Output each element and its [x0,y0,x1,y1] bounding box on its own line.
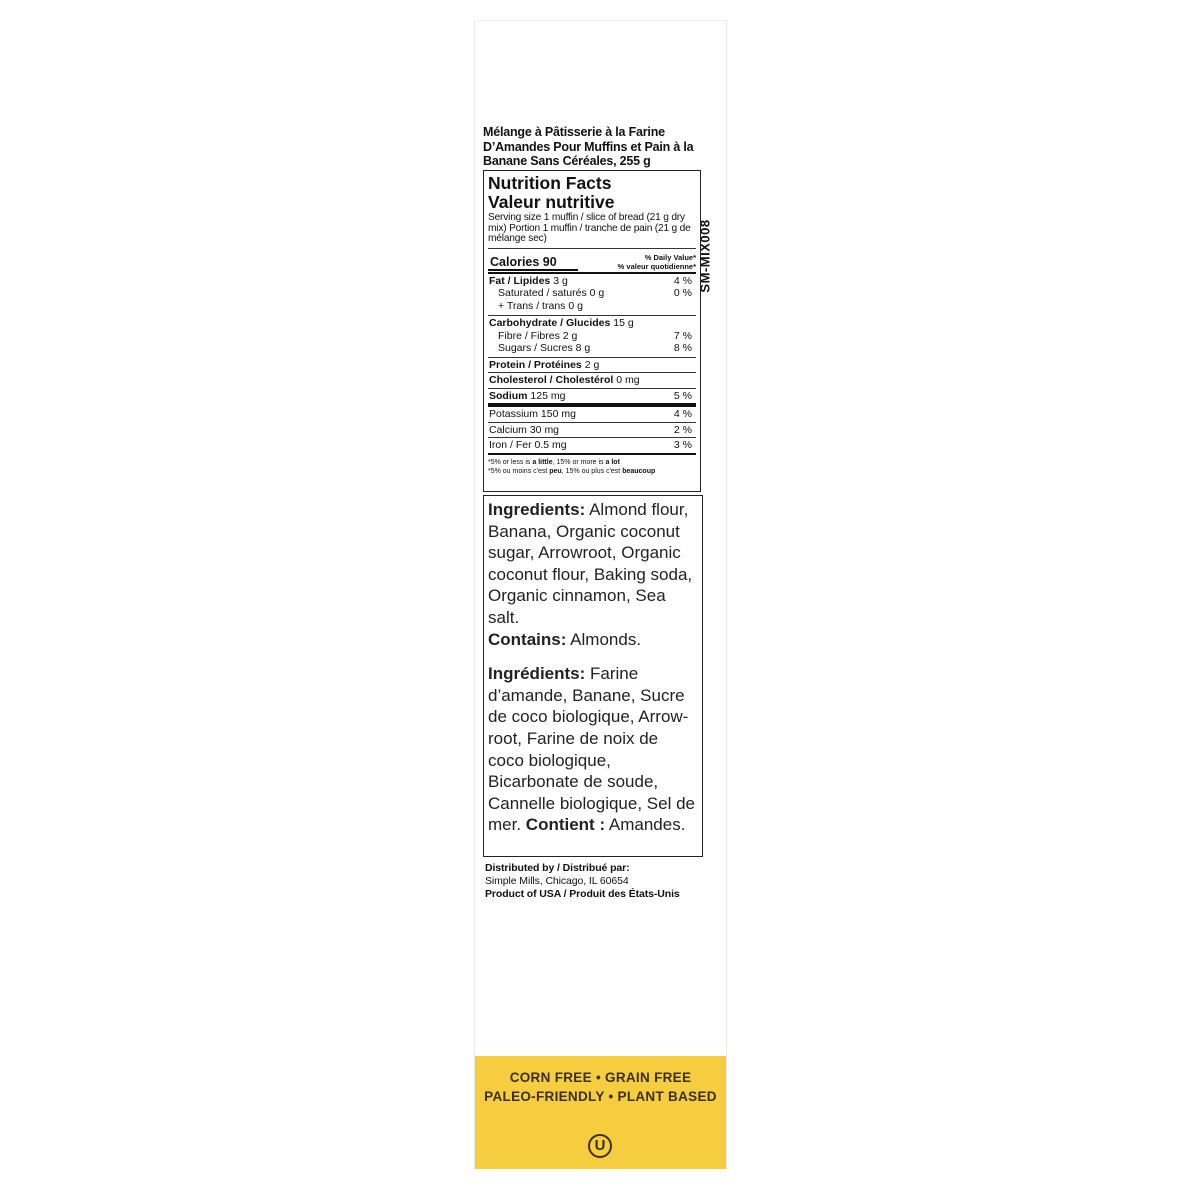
contains-en [488,629,698,651]
footnote [488,458,696,476]
protein-label: Protein / Protéines [489,358,582,371]
carb-amount: 15 g [613,317,634,329]
calcium-row [488,423,696,438]
trans-row [488,301,696,314]
fat-pct: 4 % [673,274,692,287]
fat-label: Fat / Lipides [489,274,551,287]
contains-fr-label: Contient : [521,815,606,835]
product-title: Mélange à Pâtisserie à la Farine D’Amandes Pour Muffins et Pain à la Banane Sans Céréales, 255 g [483,125,694,168]
protein-row [488,358,696,373]
sodium-pct: 5 % [673,389,692,402]
serving-size: Serving size 1 muffin / slice of bread (21 g dry mix) Portion 1 muffin / tranche de pain (21 g de mélange sec) [488,212,691,244]
calories-row [488,252,696,271]
claims-text [475,1068,726,1106]
kosher-symbol-icon: U [588,1134,612,1158]
nutrition-facts-table [483,170,701,492]
nutrition-title-fr: Valeur nutritive [488,192,615,212]
sugars-label: Sugars / Sucres 8 g [498,342,591,354]
side-code: SM-MIX008 [697,219,713,293]
distributed-by: Distributed by / Distribué par: [485,862,630,874]
claims-band [475,1056,726,1169]
distribution-info [485,862,680,901]
nutrition-title-en: Nutrition Facts [488,173,612,193]
carb-row [488,316,696,331]
cholesterol-row [488,373,696,388]
footnote-fr: *5% ou moins c'est peu, 15% ou plus c'est beaucoup [488,467,656,475]
footnote-en: *5% or less is a little, 15% or more is a lot [488,458,620,466]
trans-label: + Trans / trans 0 g [498,299,583,312]
ingredients-fr [488,663,698,836]
saturated-label: Saturated / saturés 0 g [498,287,605,299]
product-origin: Product of USA / Produit des États-Unis [485,888,680,900]
saturated-pct: 0 % [673,287,692,299]
potassium-label: Potassium 150 mg [489,408,576,420]
claims-line-1: CORN FREE • GRAIN FREE [509,1070,692,1085]
potassium-row [488,407,696,422]
claims-line-2: PALEO-FRIENDLY • PLANT BASED [484,1089,717,1104]
dv-header-fr: % valeur quotidienne* [617,261,696,271]
ingredients-en-text: Almond flour, Banana, Organic coconut sugar, Arrowroot, Organic coconut flour, Baking soda, Organic cinnamon, Sea salt. [488,500,693,627]
sodium-row [488,389,696,404]
contains-fr-text: Amandes. [605,815,686,835]
sodium-amount: 125 mg [530,389,566,402]
fat-row [488,274,696,289]
ingredients-fr-text: Farine d’amande, Banane, Sucre de coco biologique, Arrow-root, Farine de noix de coco biologique, Bicarbonate de soude, Cannelle biologique, Sel de mer. [488,664,695,835]
saturated-row [488,288,696,301]
sugars-row [488,343,696,356]
iron-pct: 3 % [673,439,692,451]
carb-label: Carbohydrate / Glucides [489,317,611,329]
fat-amount: 3 g [553,274,568,287]
ingredients-box [483,495,703,857]
ingredients-fr-label: Ingrédients: [488,664,586,684]
fibre-pct: 7 % [673,329,692,342]
sodium-label: Sodium [489,389,528,402]
cholesterol-amount: 0 mg [616,374,640,386]
dv-header-en: % Daily Value* [644,252,696,262]
iron-label: Iron / Fer 0.5 mg [489,439,567,451]
ingredients-en-label: Ingredients: [488,500,586,519]
calcium-label: Calcium 30 mg [489,423,560,436]
potassium-pct: 4 % [673,408,692,420]
contains-en-text: Almonds. [566,629,642,649]
calories-label: Calories 90 [490,254,557,269]
iron-row [488,438,696,453]
ingredients-en [488,499,698,629]
daily-value-header [618,253,696,271]
contains-en-label: Contains: [488,629,567,649]
calcium-pct: 2 % [673,423,692,436]
fibre-label: Fibre / Fibres 2 g [498,329,578,342]
sugars-pct: 8 % [673,342,692,354]
distributor-address: Simple Mills, Chicago, IL 60654 [485,875,629,887]
cholesterol-label: Cholesterol / Cholestérol [489,374,614,386]
protein-amount: 2 g [584,358,600,371]
